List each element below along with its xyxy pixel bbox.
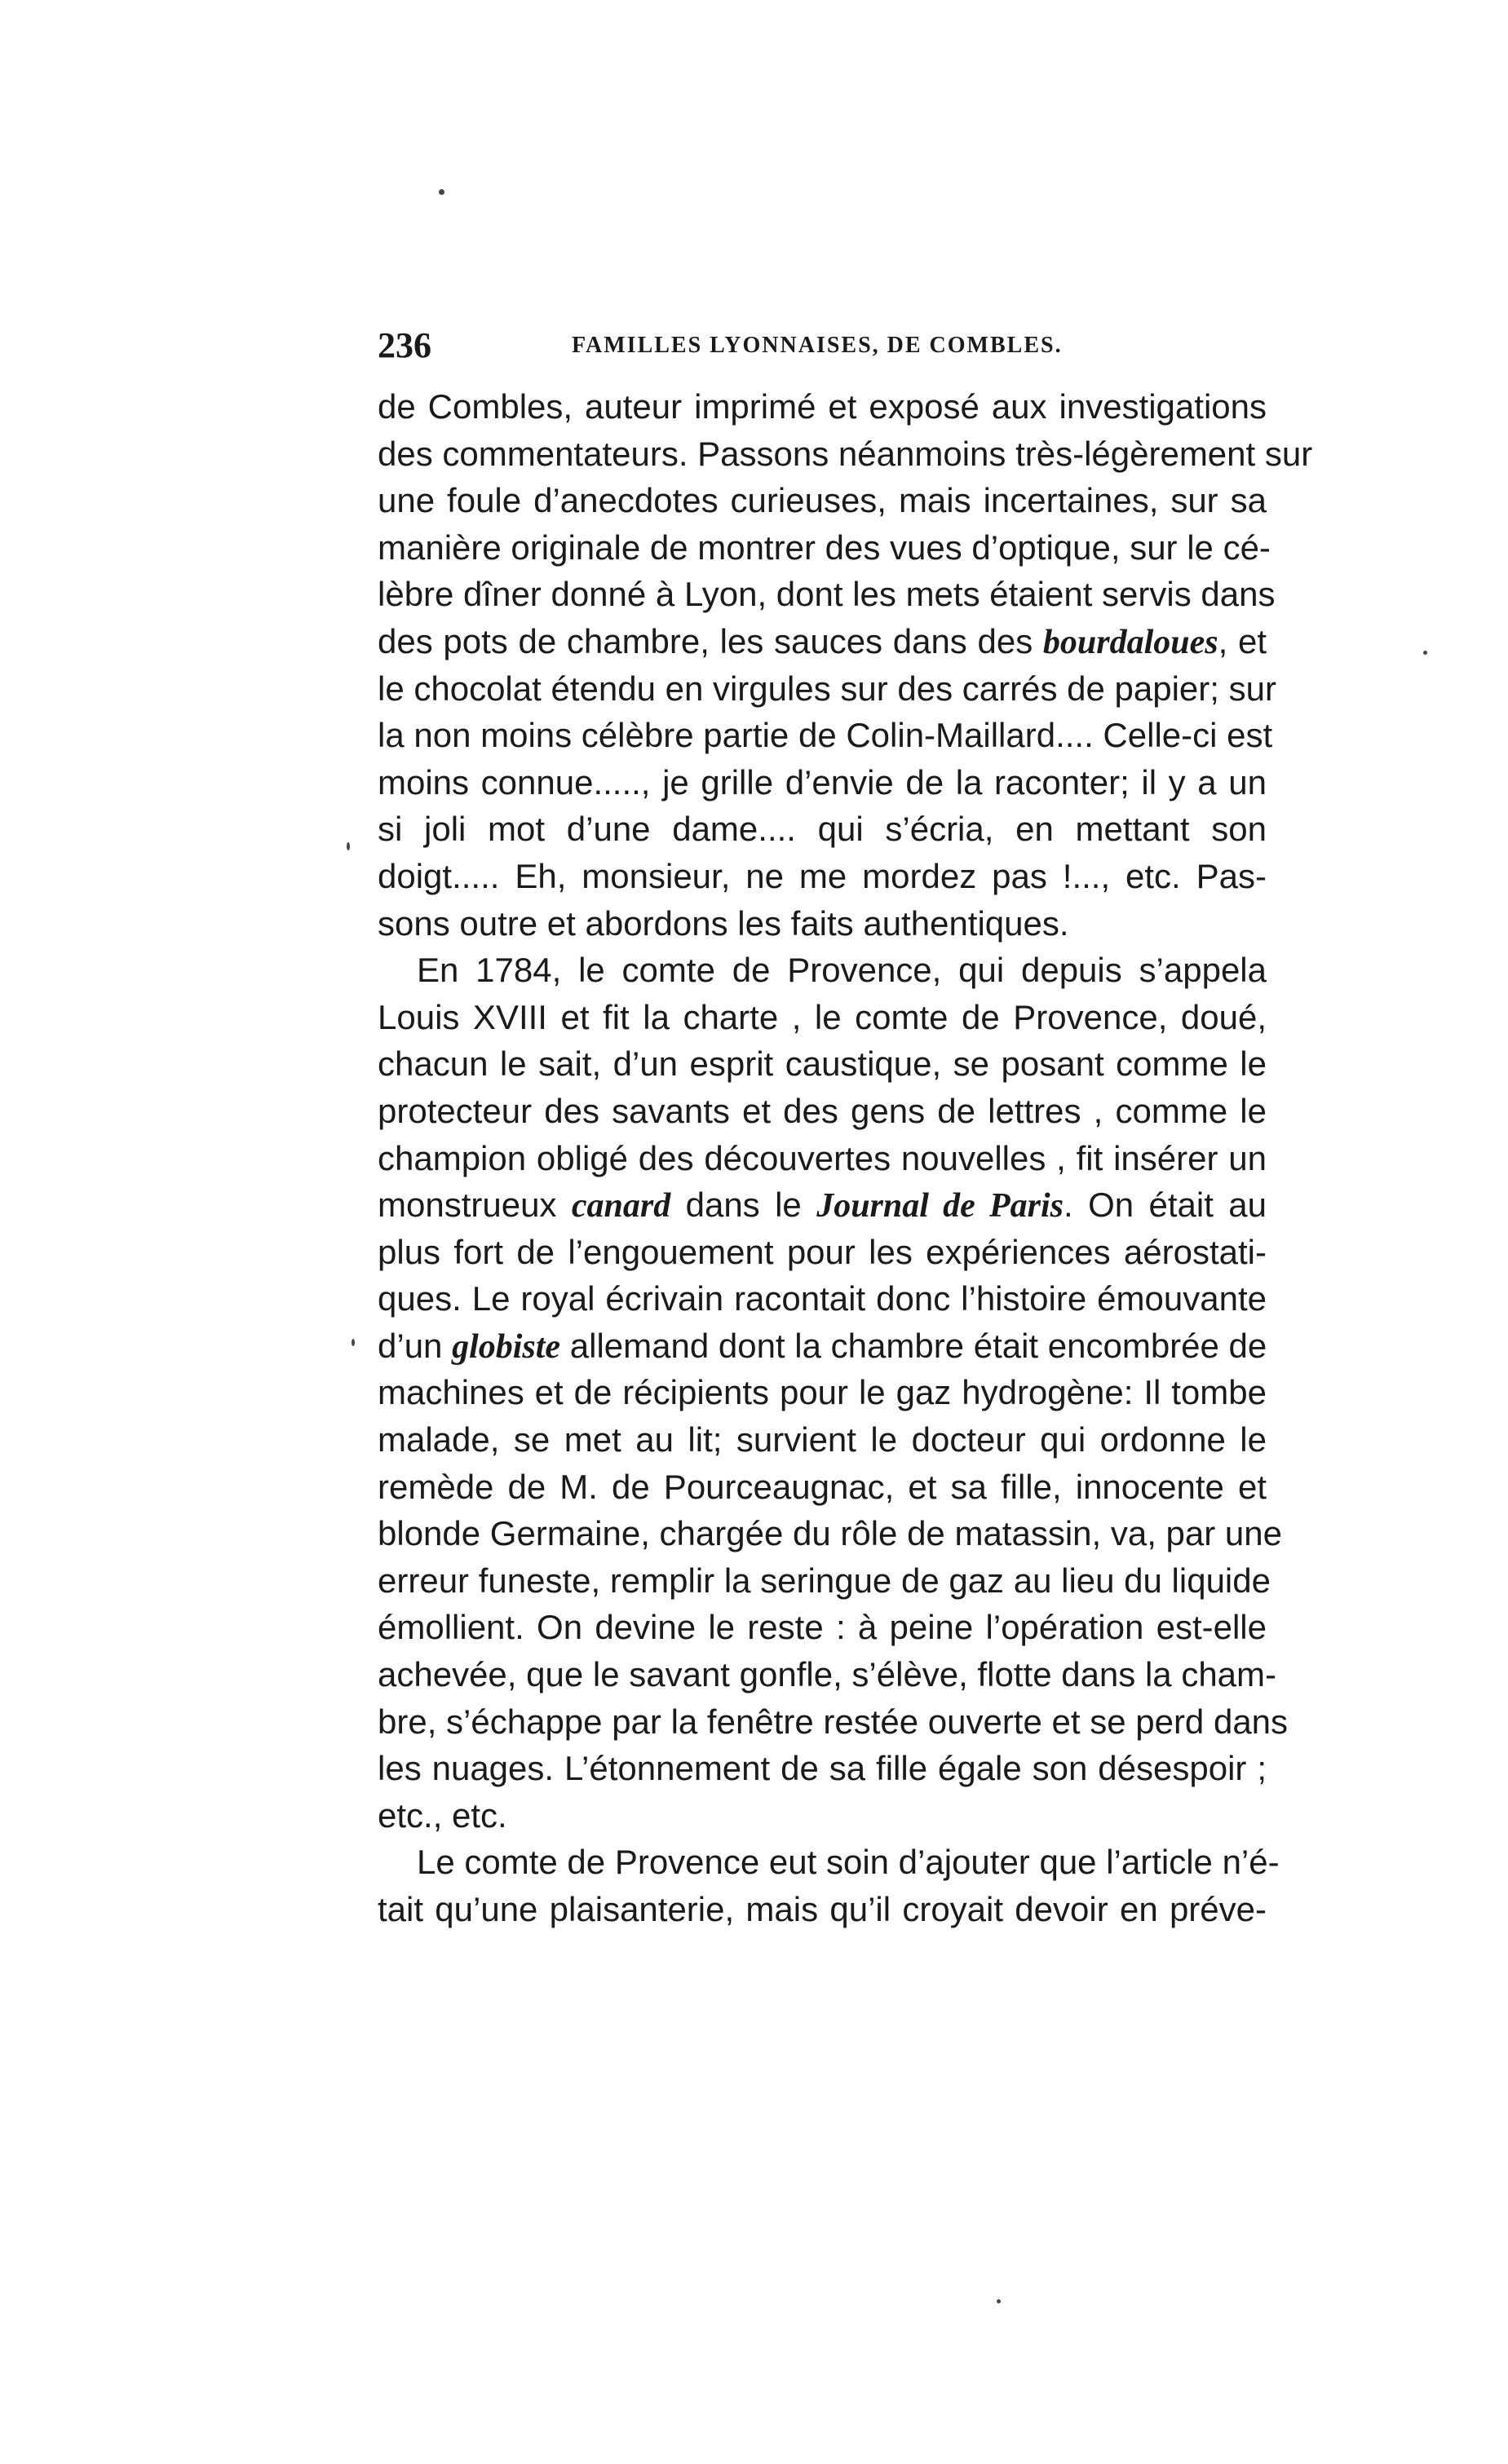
- text-line: En 1784, le comte de Provence, qui depuis s’appela: [417, 951, 1267, 990]
- running-title: FAMILLES LYONNAISES, DE COMBLES.: [572, 333, 1063, 358]
- text-line: lèbre dîner donné à Lyon, dont les mets étaient servis dans: [378, 575, 1276, 614]
- text-line: les nuages. L’étonnement de sa fille égale son désespoir ;: [378, 1749, 1267, 1788]
- text-run: allemand dont la chambre était encombrée de: [569, 1326, 1267, 1365]
- text-line: champion obligé des découvertes nouvelles , fit insérer un: [378, 1138, 1267, 1177]
- text-line: remède de M. de Pourceaugnac, et sa fille, innocente et: [378, 1467, 1267, 1506]
- text-line: la non moins célèbre partie de Colin-Maillard.... Celle-ci est: [378, 716, 1273, 755]
- italic-term: bourdaloues: [1042, 623, 1218, 661]
- text-run: dans le: [685, 1186, 802, 1225]
- text-line: [378, 1323, 1267, 1370]
- text-line: manière originale de montrer des vues d’optique, sur le cé-: [378, 528, 1271, 567]
- scan-speck: [997, 2299, 1001, 2303]
- page-header: [378, 325, 1267, 373]
- body-text: [378, 383, 1313, 1933]
- text-line: sons outre et abordons les faits authentiques.: [378, 903, 1069, 943]
- text-line: [378, 618, 1267, 665]
- italic-term: globiste: [452, 1327, 561, 1366]
- text-line: doigt..... Eh, monsieur, ne me mordez pas !..., etc. Pas-: [378, 856, 1267, 895]
- text-line: tait qu’une plaisanterie, mais qu’il croyait devoir en préve-: [378, 1890, 1267, 1928]
- text-line: protecteur des savants et des gens de lettres , comme le: [378, 1091, 1267, 1130]
- text-line: moins connue....., je grille d’envie de la raconter; il y a un: [378, 762, 1267, 801]
- text-line: des commentateurs. Passons néanmoins très-légèrement sur: [378, 434, 1313, 473]
- text-line: si joli mot d’une dame.... qui s’écria, en mettant son: [378, 810, 1267, 849]
- scan-speck: [352, 1339, 355, 1346]
- text-line: émollient. On devine le reste : à peine l’opération est-elle: [378, 1608, 1267, 1647]
- text-run: . On était au: [1064, 1186, 1267, 1225]
- text-line: bre, s’échappe par la fenêtre restée ouverte et se perd dans: [378, 1702, 1289, 1741]
- text-line: machines et de récipients pour le gaz hydrogène: Il tombe: [378, 1373, 1267, 1412]
- text-line: [378, 1181, 1267, 1229]
- text-line: Louis XVIII et fit la charte , le comte de Provence, doué,: [378, 997, 1267, 1036]
- text-run: , et: [1218, 621, 1267, 660]
- text-run: d’un: [378, 1326, 443, 1365]
- text-line: erreur funeste, remplir la seringue de gaz au lieu du liquide: [378, 1561, 1271, 1600]
- text-line: le chocolat étendu en virgules sur des carrés de papier; sur: [378, 669, 1276, 708]
- text-line: malade, se met au lit; survient le docteur qui ordonne le: [378, 1420, 1267, 1459]
- scan-speck: [439, 189, 444, 195]
- text-line: Le comte de Provence eut soin d’ajouter que l’article n’é-: [417, 1843, 1280, 1882]
- text-line: chacun le sait, d’un esprit caustique, se posant comme le: [378, 1044, 1267, 1084]
- text-line: blonde Germaine, chargée du rôle de matassin, va, par une: [378, 1514, 1283, 1553]
- italic-term: Journal de Paris: [816, 1187, 1064, 1225]
- scan-speck: [347, 842, 350, 850]
- text-run: des pots de chambre, les sauces dans des: [378, 621, 1033, 660]
- italic-term: canard: [571, 1187, 671, 1225]
- text-line: de Combles, auteur imprimé et exposé aux investigations: [378, 387, 1267, 426]
- text-run: monstrueux: [378, 1186, 557, 1225]
- text-line: achevée, que le savant gonfle, s’élève, flotte dans la cham-: [378, 1655, 1277, 1694]
- text-line: plus fort de l’engouement pour les expériences aérostati-: [378, 1232, 1267, 1271]
- page-number: 236: [378, 325, 431, 365]
- text-line: une foule d’anecdotes curieuses, mais incertaines, sur sa: [378, 481, 1267, 520]
- scan-speck: [1423, 651, 1427, 655]
- text-line: etc., etc.: [378, 1795, 507, 1835]
- text-line: ques. Le royal écrivain racontait donc l’histoire émouvante: [378, 1279, 1267, 1318]
